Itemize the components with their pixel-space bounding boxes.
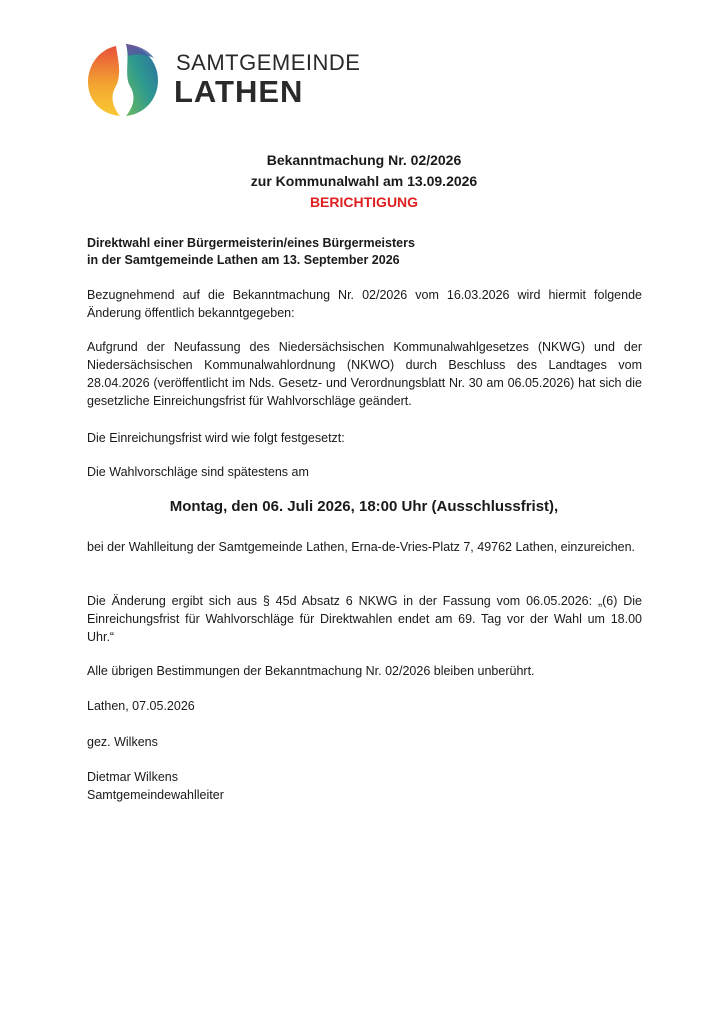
announcement-subtitle: zur Kommunalwahl am 13.09.2026: [250, 173, 478, 189]
paragraph-deadline-intro: Die Einreichungsfrist wird wie folgt festgesetzt:: [87, 431, 345, 445]
signatory-title: Samtgemeindewahlleiter: [87, 788, 224, 802]
correction-label: BERICHTIGUNG: [309, 194, 419, 210]
logo-text-lathen: LATHEN: [174, 74, 304, 109]
samtgemeinde-lathen-logo: [86, 42, 361, 118]
paragraph-submission-address: bei der Wahlleitung der Samtgemeinde Lathen, Erna-de-Vries-Platz 7, 49762 Lathen, einzureichen.: [87, 540, 636, 554]
submission-deadline: Montag, den 06. Juli 2026, 18:00 Uhr (Ausschlussfrist),: [169, 498, 559, 515]
paragraph-other-provisions: Alle übrigen Bestimmungen der Bekanntmachung Nr. 02/2026 bleiben unberührt.: [87, 664, 535, 678]
logo-text-samtgemeinde: SAMTGEMEINDE: [176, 50, 361, 75]
paragraph-reference: Bezugnehmend auf die Bekanntmachung Nr. 02/2026 vom 16.03.2026 wird hiermit folgende Änderung öffentlich bekanntgegeben:: [87, 288, 642, 320]
election-subject-line1: Direktwahl einer Bürgermeisterin/eines Bürgermeisters: [87, 236, 415, 250]
place-and-date: Lathen, 07.05.2026: [87, 699, 195, 713]
announcement-title: Bekanntmachung Nr. 02/2026: [266, 152, 462, 168]
signatory-name: Dietmar Wilkens: [87, 770, 178, 784]
paragraph-legal-basis: Die Änderung ergibt sich aus § 45d Absatz 6 NKWG in der Fassung vom 06.05.2026: „(6) Die Einreichungsfrist für Wahlvorschläge für Direktwahlen endet am 69. Tag vor der Wahl um 18.00 Uhr.“: [87, 594, 642, 644]
election-subject-line2: in der Samtgemeinde Lathen am 13. September 2026: [87, 253, 400, 267]
logo-mark-icon: [86, 42, 160, 118]
signature-note: gez. Wilkens: [87, 735, 158, 749]
paragraph-legal-change: Aufgrund der Neufassung des Niedersächsischen Kommunalwahlgesetzes (NKWG) und der Niedersächsischen Kommunalwahlordnung (NKWO) durch Beschluss des Landtages vom 28.04.2026 (veröffentlicht im Nds. Gesetz- und Verordnungsblatt Nr. 30 am 06.05.2026) hat sich die gesetzliche Einreichungsfrist für Wahlvorschläge geändert.: [87, 340, 642, 408]
paragraph-submission-intro: Die Wahlvorschläge sind spätestens am: [87, 465, 309, 479]
